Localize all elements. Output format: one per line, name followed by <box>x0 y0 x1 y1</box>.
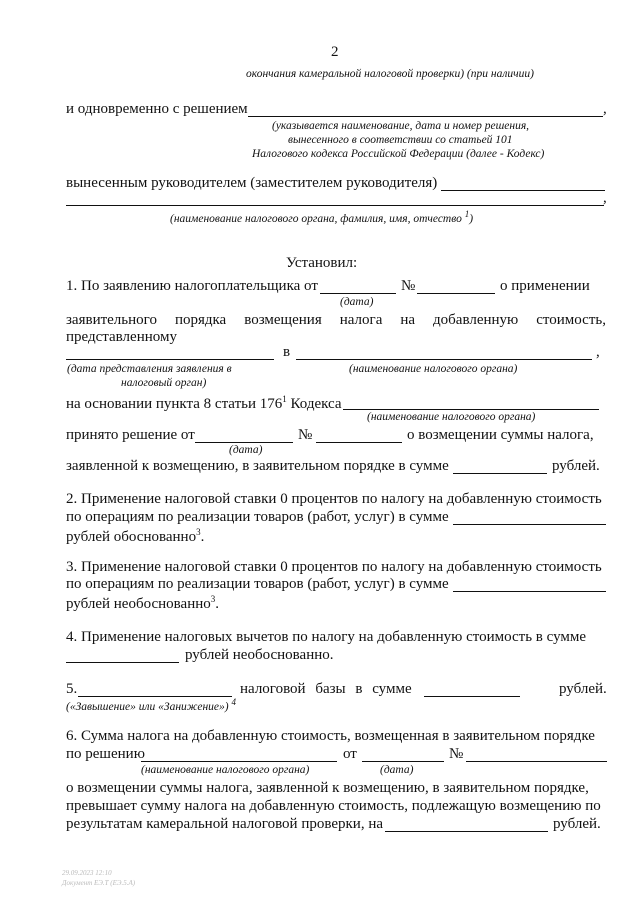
head-caption: (наименование налогового органа, фамилия, имя, отчество $^1$) <box>170 209 474 225</box>
item6-date-field[interactable] <box>362 761 444 762</box>
item1-application-date-field[interactable] <box>320 293 396 294</box>
item6-num-sign: № <box>449 746 464 762</box>
item1-cap-org: (наименование налогового органа) <box>349 363 518 375</box>
item1-num-sign: № <box>401 278 416 294</box>
item4-line2: рублей необоснованно. <box>185 647 334 663</box>
item4-line1: 4. Применение налоговых вычетов по налогу на добавленную стоимость в сумме <box>66 629 587 645</box>
decision-caption-1: (указывается наименование, дата и номер решения, <box>272 120 530 132</box>
item1-rub: рублей. <box>552 458 600 474</box>
item4-amount-field[interactable] <box>66 662 179 663</box>
item6-excess-amount-field[interactable] <box>385 831 548 832</box>
item1-cap-org2: (наименование налогового органа) <box>367 411 536 423</box>
item1-line2: заявительного порядка возмещения налога на добавленную стоимость, <box>66 312 606 328</box>
item1-in-word: в <box>283 344 291 360</box>
item6-line4: превышает сумму налога на добавленную стоимость, подлежащую возмещению по <box>66 798 601 814</box>
top-caption: окончания камеральной налоговой проверки) (при наличии) <box>246 68 534 80</box>
item6-cap-org: (наименование налогового органа) <box>141 764 310 776</box>
item3-line3: рублей необоснованно$^3$. <box>66 594 220 612</box>
section-title: Установил: <box>286 255 358 271</box>
item1-decision-num-sign: № <box>298 427 313 443</box>
item2-amount-field[interactable] <box>453 524 606 525</box>
item2-line2: по операциям по реализации товаров (работ, услуг) в сумме <box>66 509 449 525</box>
footer-stamp-2: Документ ЕЭ.Т (ЕЭ.5.А) <box>62 879 136 887</box>
item6-line1: 6. Сумма налога на добавленную стоимость, возмещенная в заявительном порядке <box>66 728 595 744</box>
item6-authority-field[interactable] <box>141 761 337 762</box>
item1-decision-number-field[interactable] <box>316 442 402 443</box>
head-field-1[interactable] <box>441 190 605 191</box>
item6-line3: о возмещении суммы налога, заявленной к возмещению, в заявительном порядке, <box>66 780 589 796</box>
item1-submission-date-field[interactable] <box>66 359 274 360</box>
item1-basis: на основании пункта 8 статьи $176^1$ Кодекса <box>66 394 342 412</box>
item2-line3: рублей обоснованно$^3$. <box>66 527 205 545</box>
item5-caption: («Завышение» или «Занижение») $^4$ <box>66 697 236 713</box>
item2-line1: 2. Применение налоговой ставки 0 процентов по налогу на добавленную стоимость <box>66 491 602 507</box>
footer-stamp-1: 29.09.2023 12:10 <box>62 869 112 877</box>
item6-by-decision: по решению <box>66 746 145 762</box>
item1-cap-date1: (дата представления заявления в <box>67 363 232 375</box>
item3-line2: по операциям по реализации товаров (работ, услуг) в сумме <box>66 576 449 592</box>
item3-line1: 3. Применение налоговой ставки 0 процентов по налогу на добавленную стоимость <box>66 559 602 575</box>
item5-rub: рублей. <box>559 681 607 697</box>
item1-application-number-field[interactable] <box>417 293 495 294</box>
item5-amount-field[interactable] <box>424 696 520 697</box>
item1-decision-date-field[interactable] <box>195 442 293 443</box>
item1-basis-authority-field[interactable] <box>343 409 599 410</box>
item1-tax-authority-field[interactable] <box>296 359 592 360</box>
item5-text: налоговой базы в сумме <box>240 681 412 697</box>
item6-number-field[interactable] <box>466 761 607 762</box>
item5-num: 5. <box>66 681 78 697</box>
decision-label: и одновременно с решением <box>66 101 248 117</box>
decision-caption-2: вынесенного в соответствии со статьей 101 <box>288 134 513 146</box>
item6-line5: результатам камеральной налоговой проверки, на <box>66 816 383 832</box>
decision-caption-3: Налогового кодекса Российской Федерации (далее - Кодекс) <box>252 148 545 160</box>
item1-line1-a: 1. По заявлению налогоплательщика от <box>66 278 318 294</box>
item1-claimed: заявленной к возмещению, в заявительном порядке в сумме <box>66 458 449 474</box>
item1-date-caption: (дата) <box>340 296 374 308</box>
head-field-2[interactable] <box>66 205 604 206</box>
item1-decision-a: принято решение от <box>66 427 195 443</box>
item6-cap-date: (дата) <box>380 764 414 776</box>
head-label: вынесенным руководителем (заместителем руководителя) <box>66 175 438 191</box>
item3-amount-field[interactable] <box>453 591 606 592</box>
item1-cap-date2: налоговый орган) <box>121 377 207 389</box>
item1-decision-date-caption: (дата) <box>229 444 263 456</box>
item1-claimed-amount-field[interactable] <box>453 473 547 474</box>
item1-line1-b: о применении <box>500 278 590 294</box>
item1-decision-b: о возмещении суммы налога, <box>407 427 594 443</box>
item1-line3: представленному <box>66 329 177 345</box>
item6-from: от <box>343 746 357 762</box>
decision-field[interactable] <box>248 116 603 117</box>
page-number: 2 <box>331 44 339 60</box>
item6-rub: рублей. <box>553 816 601 832</box>
